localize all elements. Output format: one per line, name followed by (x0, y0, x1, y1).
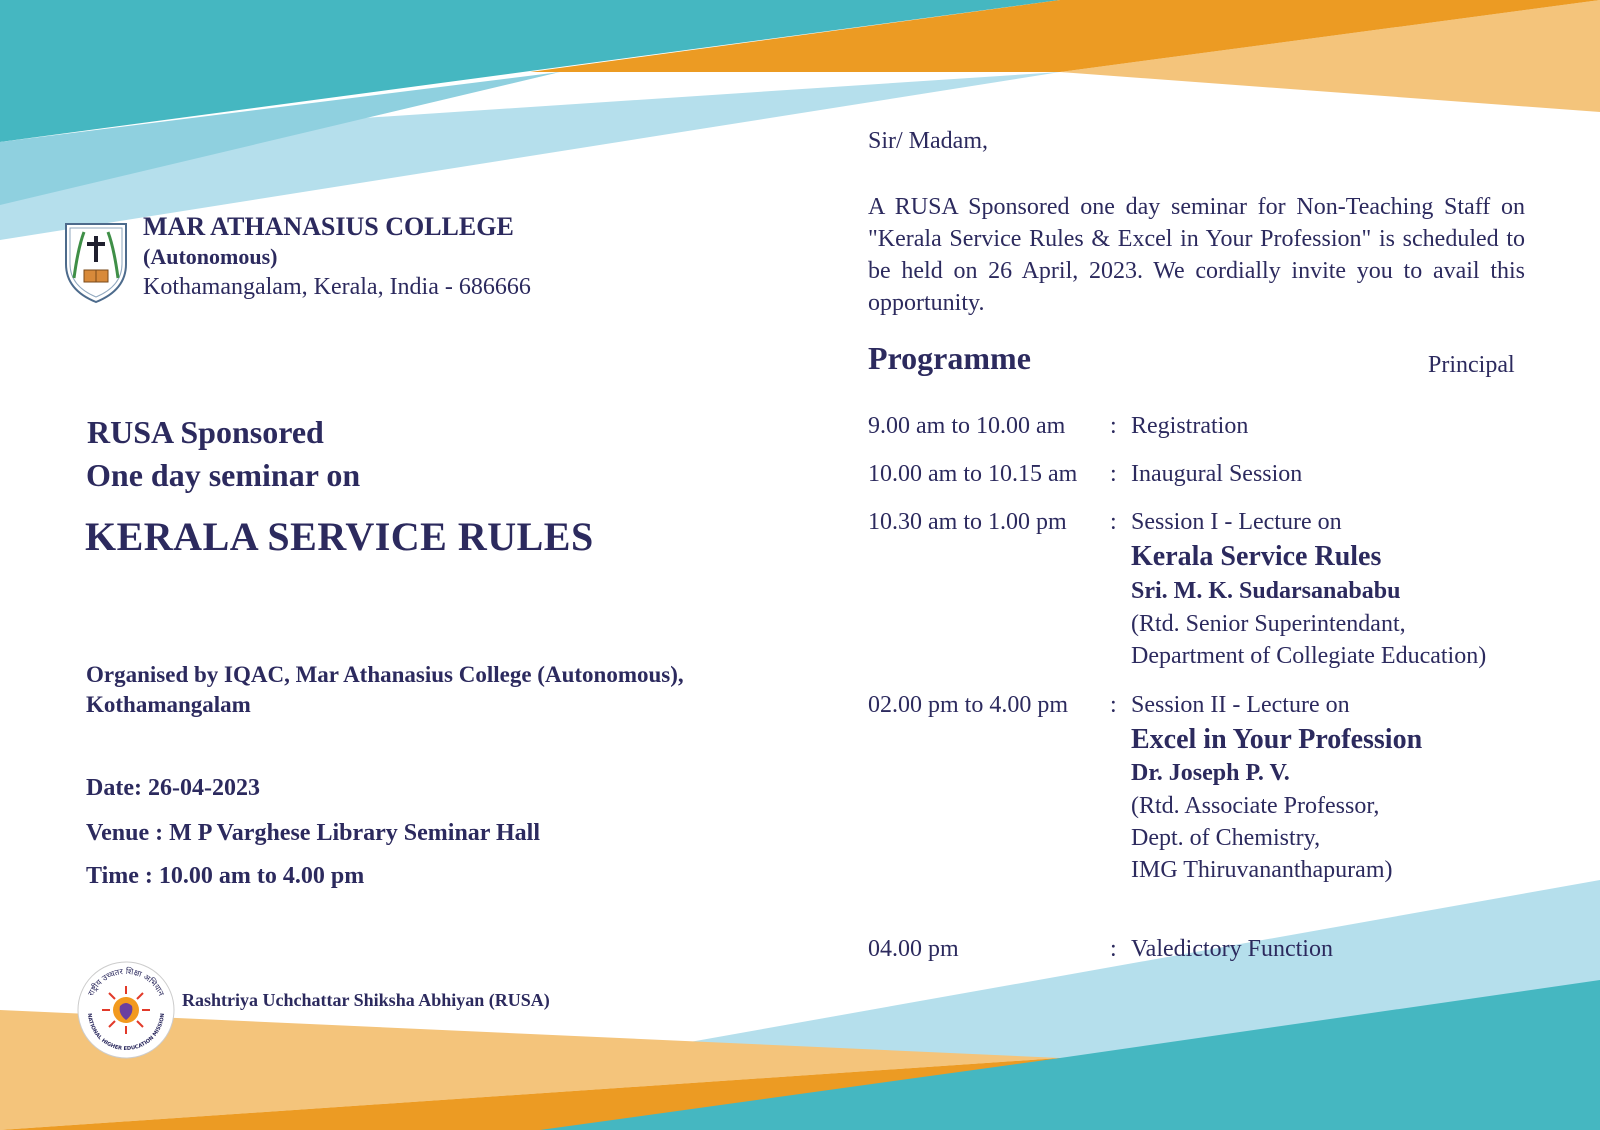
rusa-name: Rashtriya Uchchattar Shiksha Abhiyan (RUSA) (182, 990, 550, 1010)
invitation-body: A RUSA Sponsored one day seminar for Non-Teaching Staff on "Kerala Service Rules & Excel in Your Profession" is scheduled to be held on 26 April, 2023. We cordially invite you to avail this opportunity. (868, 194, 1525, 316)
speaker-designation: IMG Thiruvananthapuram) (1131, 857, 1393, 883)
rusa-logo-top-text: राष्ट्रीय उच्चतर शिक्षा अभियान (86, 966, 166, 998)
signatory: Principal (1428, 352, 1515, 378)
programme-separator: : (1110, 936, 1117, 962)
session-topic: Excel in Your Profession (1131, 724, 1423, 755)
programme-activity: Valedictory Function (1131, 936, 1333, 962)
college-name: MAR ATHANASIUS COLLEGE (143, 212, 514, 241)
organiser-text (86, 660, 684, 720)
programme-activity: Inaugural Session (1131, 461, 1303, 487)
rusa-logo-icon (76, 960, 176, 1060)
speaker-designation: (Rtd. Associate Professor, (1131, 793, 1380, 819)
programme-separator: : (1110, 413, 1117, 439)
programme-title: Programme (868, 340, 1031, 376)
programme-activity: Registration (1131, 413, 1249, 439)
programme-activity: Session I - Lecture on (1131, 509, 1342, 535)
programme-activity: Session II - Lecture on (1131, 692, 1350, 718)
college-address: Kothamangalam, Kerala, India - 686666 (143, 274, 531, 300)
session-speaker: Dr. Joseph P. V. (1131, 760, 1290, 786)
speaker-designation: Department of Collegiate Education) (1131, 643, 1487, 669)
event-time: Time : 10.00 am to 4.00 pm (86, 863, 365, 889)
speaker-designation: Dept. of Chemistry, (1131, 825, 1321, 851)
programme-time: 10.00 am to 10.15 am (868, 461, 1078, 487)
organiser-line-1: Organised by IQAC, Mar Athanasius College (Autonomous), (86, 662, 684, 687)
session-speaker: Sri. M. K. Sudarsanababu (1131, 578, 1401, 604)
organiser-line-2: Kothamangalam (86, 692, 251, 717)
seminar-title: KERALA SERVICE RULES (85, 514, 594, 559)
programme-time: 9.00 am to 10.00 am (868, 413, 1066, 439)
programme-time: 04.00 pm (868, 936, 959, 962)
programme-time: 02.00 pm to 4.00 pm (868, 692, 1069, 718)
rusa-logo-bottom-text: NATIONAL HIGHER EDUCATION MISSION (85, 1013, 167, 1053)
salutation: Sir/ Madam, (868, 128, 988, 154)
speaker-designation: (Rtd. Senior Superintendant, (1131, 611, 1406, 637)
programme-time: 10.30 am to 1.00 pm (868, 509, 1067, 535)
session-topic: Kerala Service Rules (1131, 541, 1382, 572)
event-venue: Venue : M P Varghese Library Seminar Hall (86, 820, 541, 846)
college-status: (Autonomous) (143, 244, 278, 269)
sponsor-line: RUSA Sponsored (87, 414, 324, 450)
event-date: Date: 26-04-2023 (86, 775, 260, 801)
programme-separator: : (1110, 509, 1117, 535)
college-crest-icon (60, 218, 132, 304)
seminar-line: One day seminar on (86, 457, 361, 493)
programme-separator: : (1110, 461, 1117, 487)
programme-separator: : (1110, 692, 1117, 718)
